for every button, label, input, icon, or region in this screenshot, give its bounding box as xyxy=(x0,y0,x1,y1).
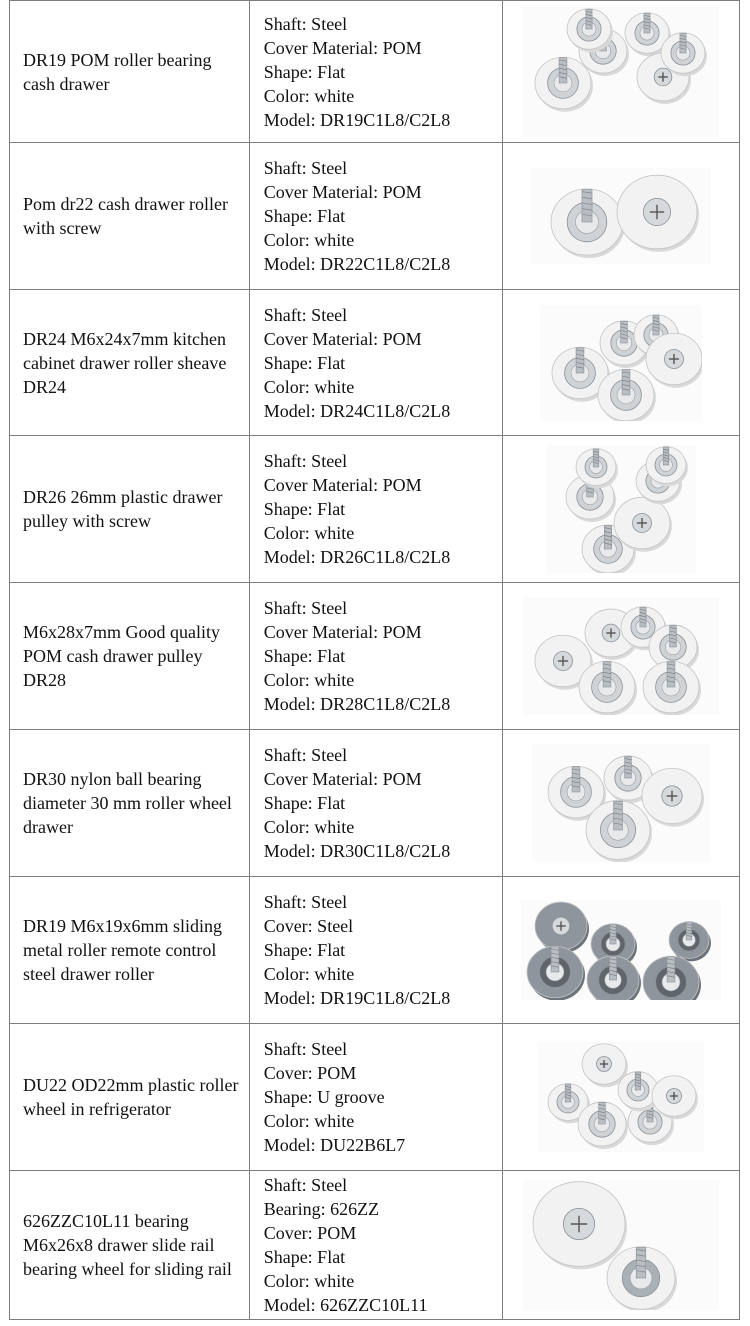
spec-line: Color: white xyxy=(263,1111,355,1131)
white-pom-drawer-rollers-photo xyxy=(531,168,711,264)
spec-line: Model: DR24C1L8/C2L8 xyxy=(263,400,451,421)
white-pom-drawer-rollers-photo xyxy=(546,445,696,573)
table-row xyxy=(10,1171,740,1320)
product-spec-table-body xyxy=(10,1,740,1320)
table-row xyxy=(10,1,740,143)
spec-line: Shaft: Steel xyxy=(263,1175,348,1195)
bearing-wheel-rollers-photo xyxy=(523,1180,719,1310)
product-specs xyxy=(249,1171,502,1320)
product-name: DR24 M6x24x7mm kitchen cabinet drawer roller sheave DR24 xyxy=(10,290,250,436)
spec-line: Color: white xyxy=(263,817,355,837)
spec-line: Color: white xyxy=(263,964,355,984)
product-name: DR19 M6x19x6mm sliding metal roller remote control steel drawer roller xyxy=(10,877,250,1024)
spec-line: Shape: Flat xyxy=(263,1247,346,1267)
product-specs xyxy=(249,730,502,877)
spec-line: Color: white xyxy=(263,376,355,397)
product-specs xyxy=(249,877,502,1024)
spec-line: Model: DR28C1L8/C2L8 xyxy=(263,694,451,714)
table-row xyxy=(10,143,740,290)
product-specs xyxy=(249,143,502,290)
product-photo-cell xyxy=(502,143,739,290)
spec-line: Shaft: Steel xyxy=(263,304,348,325)
spec-line: Model: DR30C1L8/C2L8 xyxy=(263,841,451,861)
product-name: Pom dr22 cash drawer roller with screw xyxy=(10,143,250,290)
spec-line: Shaft: Steel xyxy=(263,13,348,34)
product-spec-table xyxy=(9,0,740,1320)
white-pom-drawer-rollers-photo xyxy=(532,744,710,862)
product-photo-cell xyxy=(502,290,739,436)
product-name: M6x28x7mm Good quality POM cash drawer pulley DR28 xyxy=(10,583,250,730)
spec-line: Shape: Flat xyxy=(263,499,346,519)
steel-drawer-rollers-photo xyxy=(521,900,721,1000)
spec-line: Model: 626ZZC10L11 xyxy=(263,1295,428,1315)
white-pom-drawer-rollers-photo xyxy=(540,305,702,421)
product-photo-cell xyxy=(502,583,739,730)
white-pom-drawer-rollers-photo xyxy=(523,7,719,137)
table-row xyxy=(10,290,740,436)
u-groove-rollers-photo xyxy=(538,1042,704,1152)
spec-line: Shape: Flat xyxy=(263,646,346,666)
spec-line: Cover: Steel xyxy=(263,916,354,936)
product-photo-cell xyxy=(502,730,739,877)
spec-line: Shaft: Steel xyxy=(263,598,348,618)
spec-line: Shape: Flat xyxy=(263,793,346,813)
spec-line: Shaft: Steel xyxy=(263,451,348,471)
spec-line: Shape: Flat xyxy=(263,206,346,226)
spec-line: Color: white xyxy=(263,1271,355,1291)
product-name: DR26 26mm plastic drawer pulley with screw xyxy=(10,436,250,583)
product-photo-cell xyxy=(502,1,739,143)
spec-line: Shaft: Steel xyxy=(263,158,348,178)
product-photo-cell xyxy=(502,1024,739,1171)
spec-line: Color: white xyxy=(263,523,355,543)
spec-line: Shaft: Steel xyxy=(263,745,348,765)
spec-line: Cover Material: POM xyxy=(263,475,422,495)
product-name: 626ZZC10L11 bearing M6x26x8 drawer slide rail bearing wheel for sliding rail xyxy=(10,1171,250,1320)
table-row xyxy=(10,1024,740,1171)
table-row xyxy=(10,436,740,583)
spec-line: Cover Material: POM xyxy=(263,328,422,349)
spec-line: Color: white xyxy=(263,85,355,106)
spec-line: Shaft: Steel xyxy=(263,892,348,912)
spec-line: Cover Material: POM xyxy=(263,622,422,642)
product-photo-cell xyxy=(502,877,739,1024)
spec-line: Model: DR19C1L8/C2L8 xyxy=(263,109,451,130)
product-specs xyxy=(249,1,502,143)
product-photo-cell xyxy=(502,436,739,583)
spec-line: Color: white xyxy=(263,230,355,250)
spec-line: Model: DU22B6L7 xyxy=(263,1135,406,1155)
spec-line: Shape: Flat xyxy=(263,352,346,373)
spec-line: Model: DR22C1L8/C2L8 xyxy=(263,254,451,274)
spec-line: Bearing: 626ZZ xyxy=(263,1199,380,1219)
spec-line: Shape: Flat xyxy=(263,940,346,960)
product-specs xyxy=(249,436,502,583)
table-row xyxy=(10,730,740,877)
table-row xyxy=(10,877,740,1024)
spec-line: Model: DR19C1L8/C2L8 xyxy=(263,988,451,1008)
spec-line: Shape: U groove xyxy=(263,1087,385,1107)
spec-line: Model: DR26C1L8/C2L8 xyxy=(263,547,451,567)
product-photo-cell xyxy=(502,1171,739,1320)
product-name: DU22 OD22mm plastic roller wheel in refrigerator xyxy=(10,1024,250,1171)
product-name: DR19 POM roller bearing cash drawer xyxy=(10,1,250,143)
table-row xyxy=(10,583,740,730)
spec-line: Cover Material: POM xyxy=(263,182,422,202)
spec-line: Cover: POM xyxy=(263,1223,357,1243)
spec-line: Cover: POM xyxy=(263,1063,357,1083)
product-specs xyxy=(249,1024,502,1171)
spec-line: Shape: Flat xyxy=(263,61,346,82)
spec-line: Cover Material: POM xyxy=(263,769,422,789)
product-specs xyxy=(249,290,502,436)
spec-line: Shaft: Steel xyxy=(263,1039,348,1059)
spec-line: Color: white xyxy=(263,670,355,690)
white-pom-drawer-rollers-photo xyxy=(523,597,719,715)
product-specs xyxy=(249,583,502,730)
product-name: DR30 nylon ball bearing diameter 30 mm roller wheel drawer xyxy=(10,730,250,877)
spec-line: Cover Material: POM xyxy=(263,37,422,58)
